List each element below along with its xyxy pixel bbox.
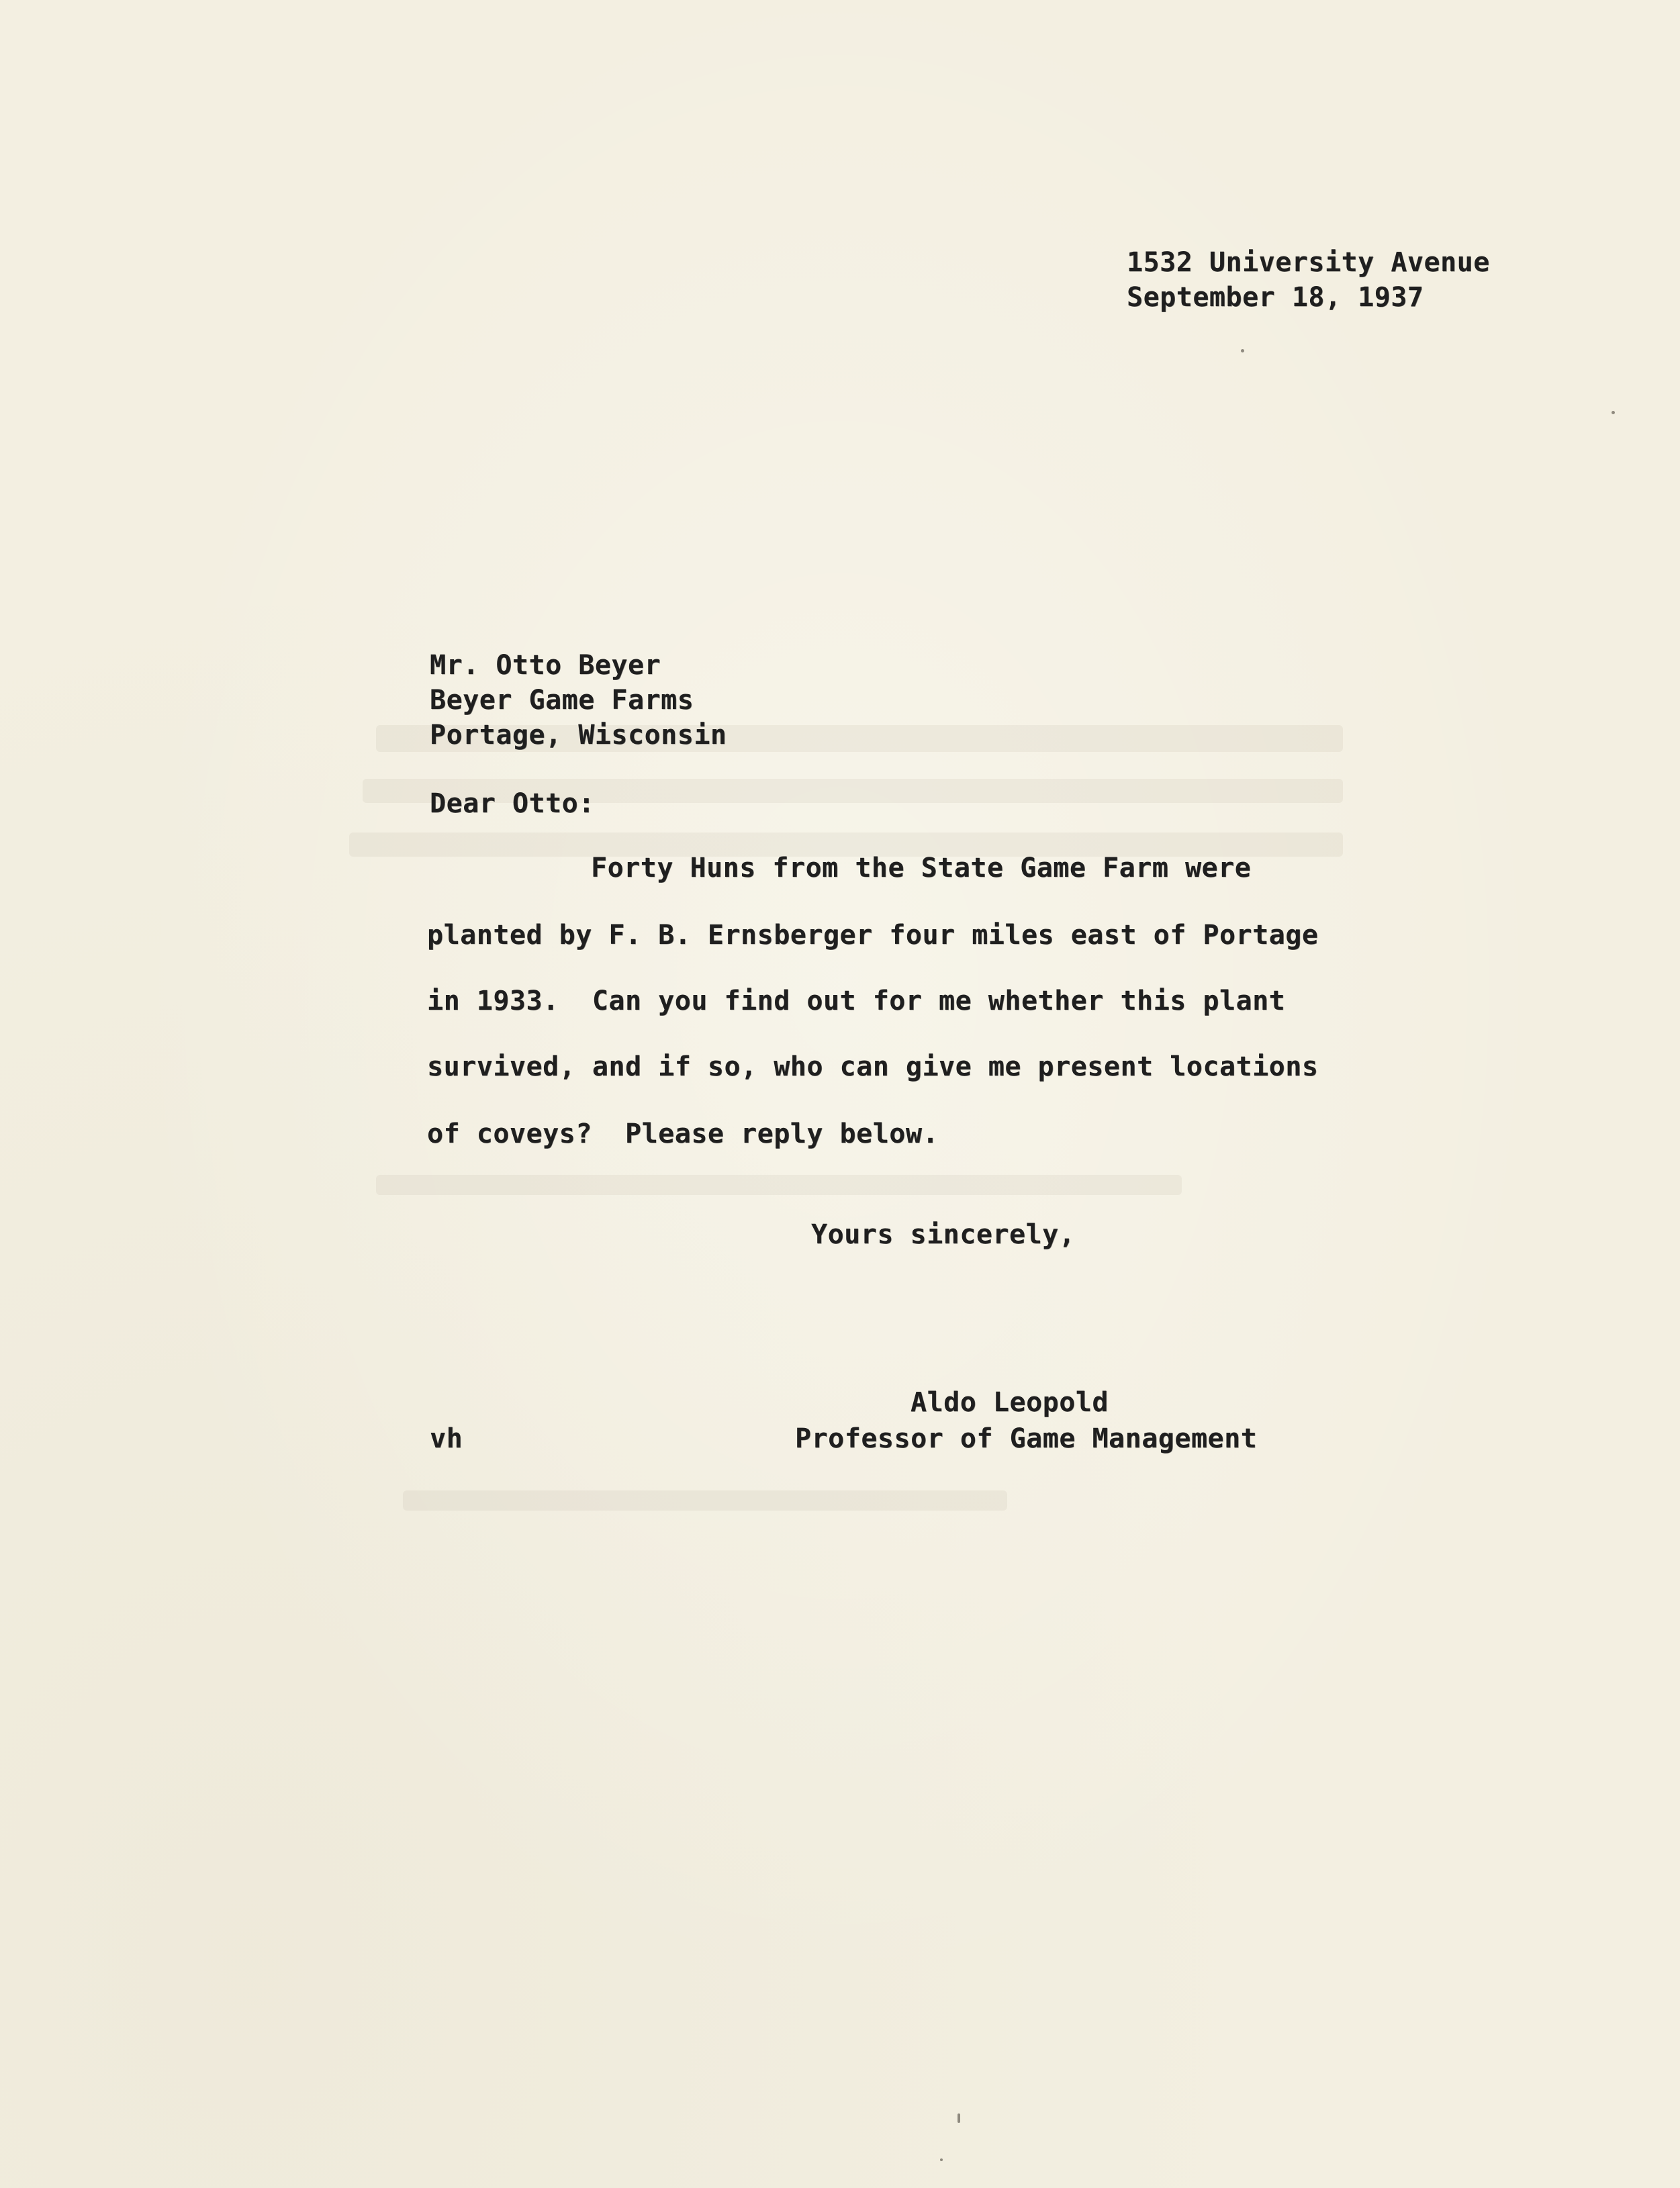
body-line-3: in 1933. Can you find out for me whether this plant (427, 986, 1286, 1016)
recipient-city: Portage, Wisconsin (430, 720, 727, 751)
body-line-4: survived, and if so, who can give me present locations (427, 1051, 1319, 1082)
typist-initials: vh (430, 1423, 463, 1454)
letter-date: September 18, 1937 (1127, 282, 1424, 313)
paper-speck (940, 2158, 943, 2161)
signature-title: Professor of Game Management (795, 1423, 1258, 1454)
show-through-smudge (376, 1175, 1182, 1195)
recipient-company: Beyer Game Farms (430, 685, 694, 716)
signature-name: Aldo Leopold (911, 1387, 1109, 1418)
show-through-smudge (403, 1490, 1007, 1511)
body-line-1: Forty Huns from the State Game Farm were (591, 853, 1252, 884)
return-address-street: 1532 University Avenue (1127, 247, 1490, 278)
salutation: Dear Otto: (430, 788, 595, 819)
body-line-5: of coveys? Please reply below. (427, 1119, 939, 1149)
paper-speck (1612, 411, 1615, 414)
paper-speck (1241, 349, 1244, 352)
body-line-2: planted by F. B. Ernsberger four miles east of Portage (427, 920, 1319, 951)
paper-speck (958, 2113, 960, 2123)
recipient-name: Mr. Otto Beyer (430, 650, 661, 681)
closing: Yours sincerely, (811, 1219, 1076, 1250)
